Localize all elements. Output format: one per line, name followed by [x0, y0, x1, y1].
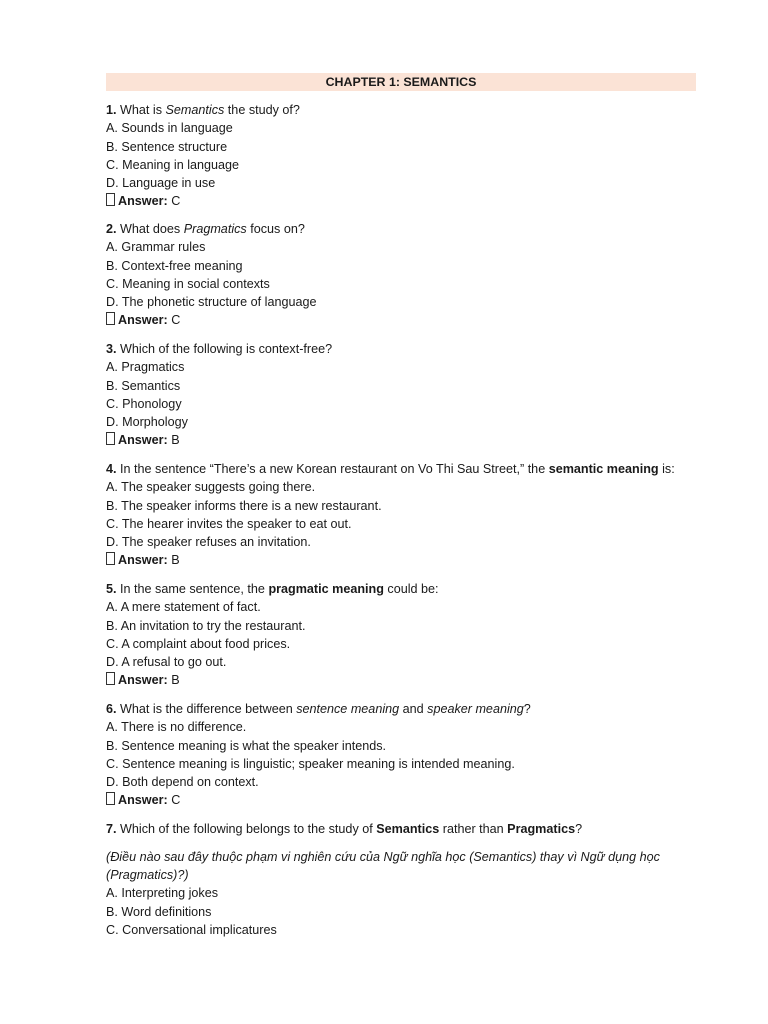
- option: B. Word definitions: [106, 904, 212, 919]
- answer-line: Answer: C: [106, 791, 706, 809]
- option: C. The hearer invites the speaker to eat out.: [106, 516, 352, 531]
- option: B. Sentence meaning is what the speaker intends.: [106, 738, 387, 753]
- answer-value: C: [171, 313, 181, 328]
- option: B. Sentence structure: [106, 139, 228, 154]
- answer-value: C: [171, 194, 181, 209]
- answer-value: C: [171, 793, 181, 808]
- option: A. A mere statement of fact.: [106, 600, 261, 615]
- question-1: [106, 101, 706, 211]
- question-7: [106, 820, 706, 939]
- option: A. Interpreting jokes: [106, 886, 219, 901]
- question-number: 7.: [106, 822, 117, 836]
- checkbox-icon: [106, 672, 115, 685]
- question-6: [106, 700, 706, 810]
- checkbox-icon: [106, 193, 115, 206]
- answer-line: Answer: C: [106, 192, 706, 210]
- question-text: 4. In the sentence “There’s a new Korean restaurant on Vo Thi Sau Street,” the semantic meaning is:: [106, 462, 675, 476]
- answer-line: Answer: C: [106, 311, 706, 329]
- answer-value: B: [171, 553, 180, 568]
- translation-note: (Điều nào sau đây thuộc phạm vi nghiên cứu của Ngữ nghĩa học (Semantics) thay vì Ngữ dụng học (Pragmatics)?): [106, 850, 660, 883]
- answer-line: Answer: B: [106, 671, 706, 689]
- question-text: 7. Which of the following belongs to the study of Semantics rather than Pragmatics?: [106, 822, 583, 836]
- option: D. The speaker refuses an invitation.: [106, 535, 311, 550]
- option: C. Meaning in language: [106, 157, 240, 172]
- checkbox-icon: [106, 792, 115, 805]
- question-text: 5. In the same sentence, the pragmatic meaning could be:: [106, 582, 439, 596]
- option: D. Language in use: [106, 176, 216, 191]
- question-4: [106, 460, 706, 570]
- option: C. Meaning in social contexts: [106, 276, 270, 291]
- option: A. Grammar rules: [106, 240, 206, 255]
- option: A. Sounds in language: [106, 121, 233, 136]
- answer-line: Answer: B: [106, 431, 706, 449]
- question-5: [106, 580, 706, 690]
- question-text: 3. Which of the following is context-free?: [106, 342, 333, 356]
- chapter-title: CHAPTER 1: SEMANTICS: [106, 73, 696, 91]
- question-number: 4.: [106, 462, 117, 476]
- option: D. The phonetic structure of language: [106, 295, 317, 310]
- answer-value: B: [171, 673, 180, 688]
- option: B. Context-free meaning: [106, 258, 243, 273]
- question-2: [106, 220, 706, 330]
- checkbox-icon: [106, 552, 115, 565]
- option: A. Pragmatics: [106, 360, 185, 375]
- checkbox-icon: [106, 432, 115, 445]
- question-number: 3.: [106, 342, 117, 356]
- option: C. Phonology: [106, 396, 182, 411]
- option: B. The speaker informs there is a new restaurant.: [106, 498, 382, 513]
- question-text: 6. What is the difference between sentence meaning and speaker meaning?: [106, 702, 531, 716]
- question-number: 5.: [106, 582, 117, 596]
- question-number: 2.: [106, 222, 117, 236]
- option: C. A complaint about food prices.: [106, 636, 291, 651]
- option: C. Sentence meaning is linguistic; speaker meaning is intended meaning.: [106, 756, 515, 771]
- option: D. Both depend on context.: [106, 775, 259, 790]
- option: B. An invitation to try the restaurant.: [106, 618, 306, 633]
- question-number: 1.: [106, 103, 117, 117]
- option: C. Conversational implicatures: [106, 922, 277, 937]
- option: D. Morphology: [106, 415, 188, 430]
- option: B. Semantics: [106, 378, 181, 393]
- question-number: 6.: [106, 702, 117, 716]
- option: A. There is no difference.: [106, 720, 247, 735]
- question-text: 2. What does Pragmatics focus on?: [106, 222, 305, 236]
- answer-line: Answer: B: [106, 551, 706, 569]
- checkbox-icon: [106, 312, 115, 325]
- answer-value: B: [171, 433, 180, 448]
- option: D. A refusal to go out.: [106, 655, 227, 670]
- question-text: 1. What is Semantics the study of?: [106, 103, 300, 117]
- option: A. The speaker suggests going there.: [106, 480, 316, 495]
- question-3: [106, 340, 706, 450]
